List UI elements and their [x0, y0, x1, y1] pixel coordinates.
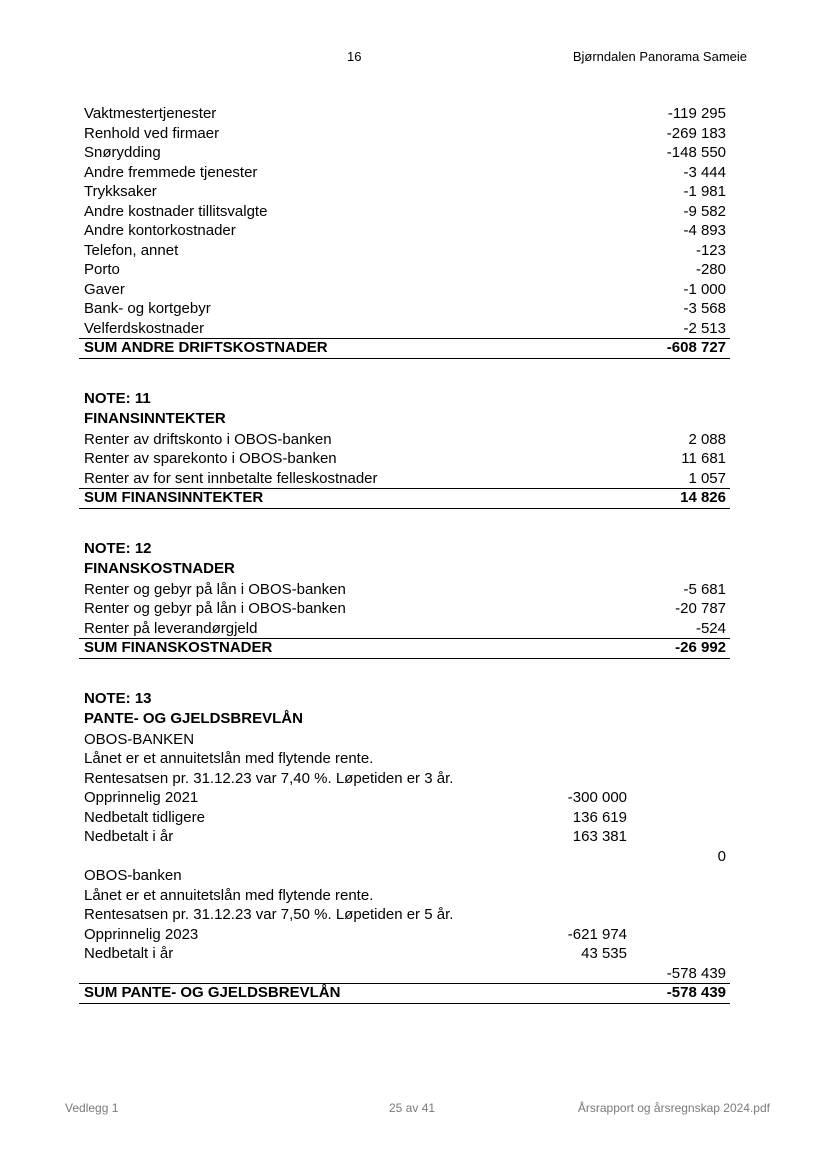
- row-label: Renter av for sent innbetalte felleskostnader: [84, 469, 378, 487]
- note-number: NOTE: 12: [84, 539, 152, 557]
- note-title-row: [79, 709, 730, 730]
- table-row: [79, 163, 730, 183]
- sum-row: [79, 983, 730, 1004]
- table-row: [79, 469, 730, 489]
- row-label: Nedbetalt tidligere: [84, 808, 205, 826]
- note-title: PANTE- OG GJELDSBREVLÅN: [84, 710, 303, 727]
- andre-driftskostnader-section: [79, 104, 730, 359]
- loan-rate: Rentesatsen pr. 31.12.23 var 7,50 %. Løpetiden er 5 år.: [84, 906, 454, 923]
- row-amount: -524: [695, 619, 726, 637]
- row-amount: -3 568: [683, 300, 726, 317]
- row-label: Opprinnelig 2023: [84, 925, 199, 943]
- row-label: Renter av sparekonto i OBOS-banken: [84, 450, 337, 467]
- loan-description: Lånet er et annuitetslån med flytende rente.: [84, 750, 374, 767]
- row-label: Bank- og kortgebyr: [84, 300, 211, 317]
- table-row: [79, 143, 730, 163]
- note-11-section: [79, 389, 730, 509]
- row-value: 43 535: [581, 945, 627, 962]
- note-title-row: [79, 559, 730, 580]
- loan-bank-row: [79, 730, 730, 750]
- table-row: [79, 202, 730, 222]
- notes-content: [79, 104, 730, 1004]
- row-label: Trykksaker: [84, 183, 157, 200]
- row-amount: -9 582: [683, 202, 726, 220]
- table-row: [79, 221, 730, 241]
- sum-row: [79, 638, 730, 659]
- sum-amount: -608 727: [666, 339, 726, 356]
- sum-label: SUM PANTE- OG GJELDSBREVLÅN: [84, 984, 341, 1001]
- row-label: Renter på leverandørgjeld: [84, 619, 258, 637]
- note-heading: [79, 389, 730, 410]
- table-row: [79, 788, 730, 808]
- row-amount: 11 681: [681, 450, 726, 467]
- note-title: FINANSINNTEKTER: [84, 410, 226, 427]
- sum-amount: 14 826: [680, 489, 726, 506]
- row-amount: -4 893: [683, 222, 726, 239]
- sum-amount: -578 439: [666, 984, 726, 1001]
- note-title: FINANSKOSTNADER: [84, 560, 235, 577]
- row-label: Telefon, annet: [84, 241, 179, 259]
- loan-total-row: [79, 847, 730, 867]
- note-number: NOTE: 11: [84, 389, 151, 407]
- table-row: [79, 241, 730, 261]
- sum-amount: -26 992: [675, 639, 726, 656]
- sum-label: SUM ANDRE DRIFTSKOSTNADER: [84, 339, 328, 356]
- footer-attachment: Vedlegg 1: [65, 1101, 119, 1115]
- note-number: NOTE: 13: [84, 689, 152, 707]
- row-label: Gaver: [84, 280, 125, 298]
- loan-total: -578 439: [666, 964, 726, 982]
- table-row: [79, 827, 730, 847]
- row-amount: 2 088: [688, 430, 726, 448]
- loan-total: 0: [717, 847, 726, 865]
- table-row: [79, 580, 730, 600]
- row-label: Renhold ved firmaer: [84, 124, 220, 142]
- row-amount: -5 681: [683, 580, 726, 598]
- row-label: Porto: [84, 261, 120, 278]
- sum-row: [79, 338, 730, 359]
- table-row: [79, 299, 730, 319]
- loan-rate-row: [79, 905, 730, 925]
- loan-description: Lånet er et annuitetslån med flytende rente.: [84, 886, 374, 904]
- table-row: [79, 124, 730, 144]
- table-row: [79, 619, 730, 639]
- row-label: Vaktmestertjenester: [84, 105, 217, 122]
- row-label: Opprinnelig 2021: [84, 789, 199, 806]
- loan-rate-row: [79, 769, 730, 789]
- loan-description-row: [79, 886, 730, 906]
- loan-rate: Rentesatsen pr. 31.12.23 var 7,40 %. Løpetiden er 3 år.: [84, 769, 454, 787]
- row-value: -621 974: [567, 925, 627, 943]
- loan-bank: OBOS-BANKEN: [84, 730, 195, 748]
- row-label: Renter og gebyr på lån i OBOS-banken: [84, 580, 346, 598]
- row-label: Velferdskostnader: [84, 319, 205, 337]
- page-number: 16: [347, 49, 362, 64]
- row-amount: -1 981: [683, 183, 726, 200]
- table-row: [79, 925, 730, 945]
- row-value: 136 619: [572, 808, 627, 826]
- table-row: [79, 944, 730, 964]
- row-amount: -119 295: [667, 105, 726, 122]
- note-12-section: [79, 539, 730, 659]
- row-amount: -2 513: [683, 319, 726, 337]
- loan-bank-row: [79, 866, 730, 886]
- row-label: Andre kostnader tillitsvalgte: [84, 202, 268, 220]
- table-row: [79, 430, 730, 450]
- row-amount: -1 000: [683, 280, 726, 298]
- row-label: Snørydding: [84, 144, 161, 161]
- sum-label: SUM FINANSINNTEKTER: [84, 489, 264, 506]
- sum-label: SUM FINANSKOSTNADER: [84, 639, 273, 656]
- table-row: [79, 182, 730, 202]
- row-amount: 1 057: [688, 469, 726, 487]
- row-amount: -269 183: [666, 124, 726, 142]
- row-label: Andre kontorkostnader: [84, 222, 236, 239]
- table-row: [79, 104, 730, 124]
- table-row: [79, 808, 730, 828]
- table-row: [79, 280, 730, 300]
- footer-filename: Årsrapport og årsregnskap 2024.pdf: [577, 1101, 770, 1115]
- loan-description-row: [79, 749, 730, 769]
- row-amount: -280: [695, 261, 726, 278]
- table-row: [79, 319, 730, 339]
- document-title: Bjørndalen Panorama Sameie: [572, 49, 747, 64]
- row-value: -300 000: [567, 789, 627, 806]
- table-row: [79, 599, 730, 619]
- row-label: Nedbetalt i år: [84, 945, 174, 962]
- row-label: Renter av driftskonto i OBOS-banken: [84, 430, 332, 448]
- footer-page-count: 25 av 41: [389, 1101, 436, 1115]
- row-amount: -123: [695, 241, 726, 259]
- table-row: [79, 449, 730, 469]
- note-title-row: [79, 409, 730, 430]
- table-row: [79, 260, 730, 280]
- note-heading: [79, 689, 730, 710]
- sum-row: [79, 488, 730, 509]
- row-label: Andre fremmede tjenester: [84, 163, 258, 181]
- loan-total-row: [79, 964, 730, 984]
- row-label: Renter og gebyr på lån i OBOS-banken: [84, 600, 346, 617]
- row-amount: -20 787: [675, 600, 726, 617]
- row-amount: -3 444: [683, 163, 726, 181]
- note-13-section: [79, 689, 730, 1004]
- row-value: 163 381: [572, 828, 627, 845]
- row-amount: -148 550: [666, 144, 726, 161]
- loan-bank: OBOS-banken: [84, 867, 182, 884]
- note-heading: [79, 539, 730, 560]
- row-label: Nedbetalt i år: [84, 828, 174, 845]
